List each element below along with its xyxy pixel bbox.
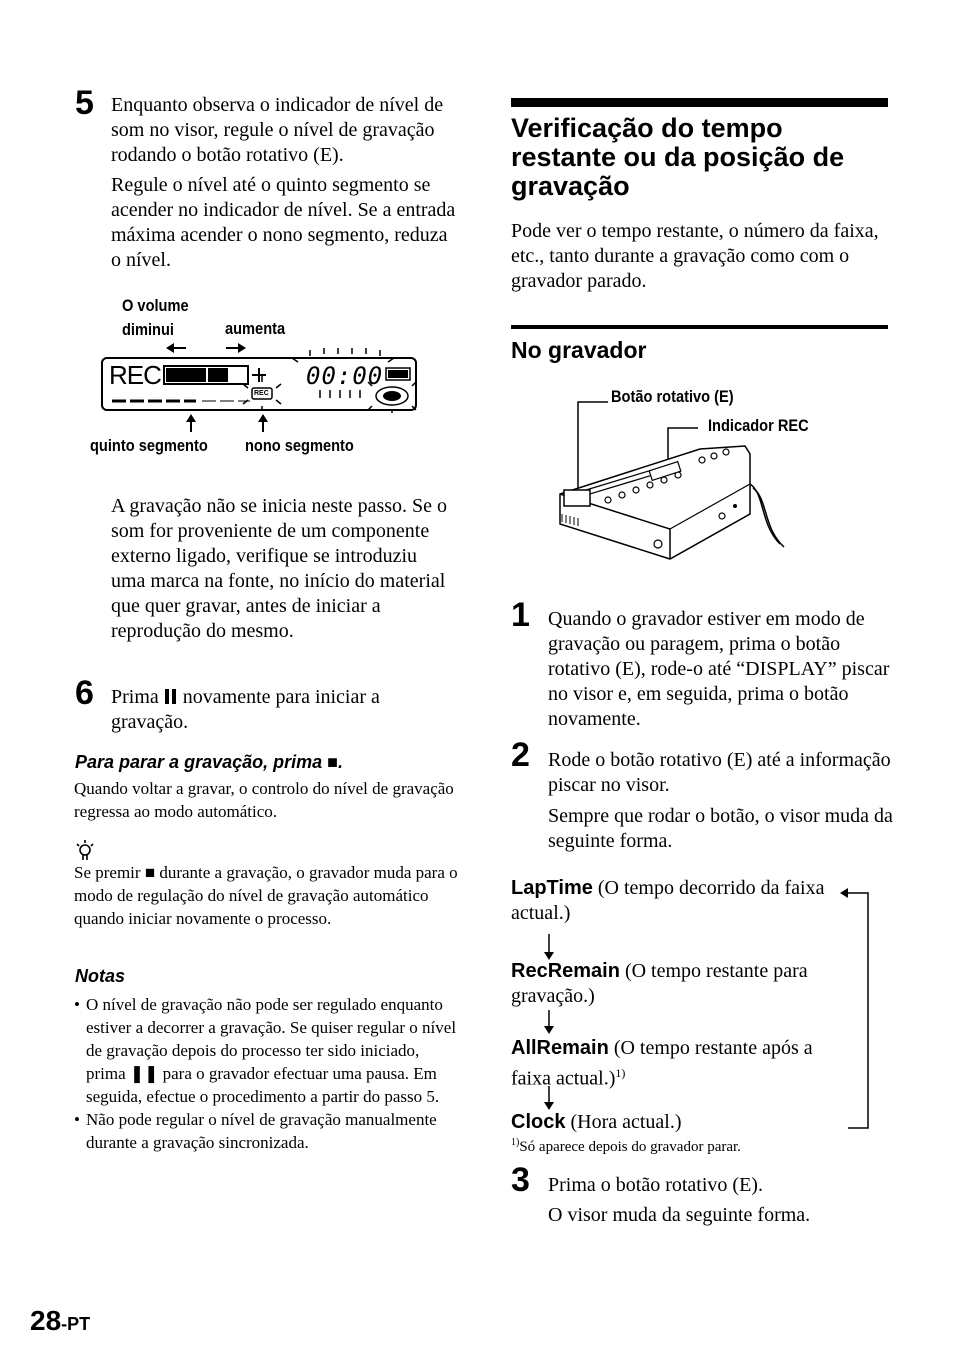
loop-back-arrow-icon xyxy=(840,888,868,1128)
section-title: Verificação do tempo restante ou da posição de gravação xyxy=(511,113,845,201)
step-2-text-1: Rode o botão rotativo (E) até a informação piscar no visor. xyxy=(548,749,891,796)
recorder-figure xyxy=(550,384,870,574)
volume-label: O volume xyxy=(122,296,189,315)
ninth-segment-label: nono segmento xyxy=(245,436,354,455)
step-3-number: 3 xyxy=(511,1161,530,1199)
down-arrow-icon xyxy=(544,1086,554,1110)
step-2-number: 2 xyxy=(511,736,530,774)
pause-icon xyxy=(164,686,178,701)
flow-arrows xyxy=(530,880,880,1140)
stop-text: Quando voltar a gravar, o controlo do nível de gravação regressa ao modo automático. xyxy=(74,779,454,821)
step-5-text-2: Regule o nível até o quinto segmento se acender no indicador de nível. Se a entrada máxima acender o nono segmento, reduza o nível. xyxy=(111,174,456,271)
decrease-label: diminui xyxy=(122,320,174,339)
left-arrow-icon xyxy=(166,343,186,353)
increase-label: aumenta xyxy=(225,319,286,338)
step-3-text-2: O visor muda da seguinte forma. xyxy=(548,1204,811,1226)
lcd-rec-badge: REC xyxy=(254,390,269,397)
tip-text: Se premir ■ durante a gravação, o gravador muda para o modo de regulação do nível de gravação automático quando iniciar novamente o processo. xyxy=(74,863,458,928)
up-arrow-icon xyxy=(186,414,196,432)
footnote-text: Só aparece depois do gravador parar. xyxy=(519,1139,741,1155)
stop-heading: Para parar a gravação, prima ■. xyxy=(75,752,344,772)
up-arrow-icon xyxy=(258,414,268,432)
step-6-text-before: Prima xyxy=(111,686,159,708)
page-number-suffix: -PT xyxy=(61,1314,91,1334)
step-1-number: 1 xyxy=(511,596,530,634)
footnote xyxy=(511,1137,741,1156)
recorder-drawing xyxy=(550,384,870,574)
step-5-text-3: A gravação não se inicia neste passo. Se o som for proveniente de um componente externo ligado, verifique se introduziu uma marca na fonte, no início do material que quer gravar, antes de iniciar a reprodução do mesmo. xyxy=(111,495,448,642)
subsection-title: No gravador xyxy=(511,337,647,363)
step-2-text-2: Sempre que rodar o botão, o visor muda da seguinte forma. xyxy=(548,805,893,852)
flow-desc: (O tempo restante após a faixa actual.) xyxy=(511,1037,813,1090)
flow-key: LapTime xyxy=(511,877,593,899)
note-item: • Não pode regular o nível de gravação manualmente durante a gravação sincronizada. xyxy=(74,1108,459,1154)
flow-sup: 1) xyxy=(615,1066,626,1080)
footnote-mark: 1) xyxy=(511,1137,520,1148)
step-5-number: 5 xyxy=(75,84,94,122)
step-6-text xyxy=(111,685,456,735)
step-6-number: 6 xyxy=(75,674,94,712)
flow-desc: (O tempo restante para gravação.) xyxy=(511,960,808,1007)
flow-desc: (Hora actual.) xyxy=(565,1111,682,1133)
page-number xyxy=(30,1305,90,1337)
subsection-rule xyxy=(511,325,888,329)
down-arrow-icon xyxy=(544,934,554,960)
flow-key: RecRemain xyxy=(511,960,620,982)
flow-key: AllRemain xyxy=(511,1037,609,1059)
level-meter-figure xyxy=(88,296,428,461)
section-rule xyxy=(511,98,888,107)
dial-button-label: Botão rotativo (E) xyxy=(611,387,734,406)
notes-heading: Notas xyxy=(75,966,126,986)
lcd-rec-text: REC xyxy=(109,360,161,390)
notes-list xyxy=(74,993,459,1154)
fifth-segment-label: quinto segmento xyxy=(90,436,208,455)
right-arrow-icon xyxy=(226,343,246,353)
down-arrow-icon xyxy=(544,1010,554,1034)
flow-desc: (O tempo decorrido da faixa actual.) xyxy=(511,877,825,924)
flow-key: Clock xyxy=(511,1111,566,1133)
step-5-text-1: Enquanto observa o indicador de nível de som no visor, regule o nível de gravação rodando o botão rotativo (E). xyxy=(111,94,444,166)
rec-indicator-label: Indicador REC xyxy=(708,416,809,435)
step-3-text-1: Prima o botão rotativo (E). xyxy=(548,1174,763,1196)
step-6-text-after: novamente para iniciar a gravação. xyxy=(111,686,380,733)
lcd-time-text: 00:00 xyxy=(306,362,384,390)
note-item: • O nível de gravação não pode ser regulado enquanto estiver a decorrer a gravação. Se quiser regular o nível de gravação depois do processo ter sido iniciado, prima ❚❚ para o gravador efectuar uma pausa. Em seguida, efectue o procedimento a partir do passo 5. xyxy=(74,993,459,1108)
page-number-value: 28 xyxy=(30,1305,62,1336)
step-1-text: Quando o gravador estiver em modo de gravação ou paragem, prima o botão rotativo (E), rode-o até “DISPLAY” piscar no visor e, em seguida, prima o botão novamente. xyxy=(548,608,890,730)
section-intro: Pode ver o tempo restante, o número da faixa, etc., tanto durante a gravação como com o gravador parado. xyxy=(511,220,879,292)
